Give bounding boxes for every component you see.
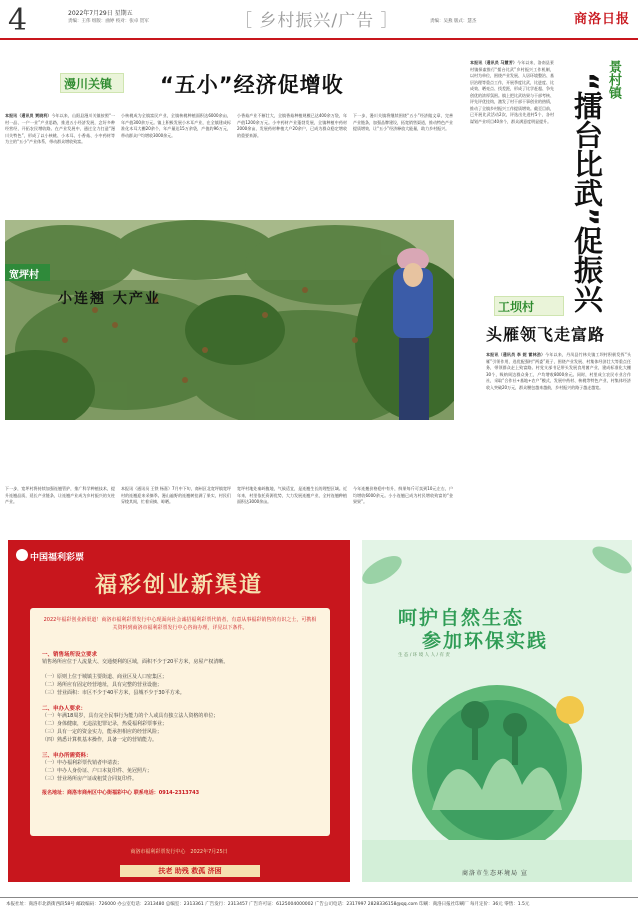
lottery-item: （三）具有一定的资金实力，能承担相应的经营风险； — [42, 729, 163, 735]
right2-kicker: 工坝村 — [498, 300, 535, 314]
lottery-slogan: 扶老 助残 救孤 济困 — [120, 865, 260, 877]
article1-column-3: 小香菇产业不断壮大，全镇香菇种植规模已达400余万袋，年产值1200余万元。小中药材产业蓬勃发展，全镇种植中药材2000余亩，发展药材种植大户20余户，已成为群众稳定增收的重要来源。 — [237, 113, 347, 138]
lottery-intro: 2022年福彩创业新渠道！商洛市福利彩票发行中心现面向社会诚招福利彩票代销者，有意从事福彩销售的有识之士，可携相关资料到商洛市福利彩票发行中心咨询办理，详见以下条件。 — [43, 617, 317, 631]
lottery-item: （四）熟悉计算机基本操作，具备一定的营销能力。 — [42, 737, 158, 743]
lottery-item: （三）营业面积：市区不少于40平方米，县城不少于30平方米。 — [42, 690, 185, 696]
lottery-ad-card — [30, 608, 330, 836]
caption-column-0: 下一步，宽坪村将持续加强连翘管护，推广科学种植技术，提升连翘品质，延长产业链条，让连翘产业成为乡村振兴的支柱产业。 — [5, 486, 115, 504]
right2-headline: 头雁领飞走富路 — [486, 325, 606, 344]
lottery-ad — [8, 540, 350, 882]
lottery-item: （一）年满18周岁，具有完全民事行为能力的个人或具有独立法人资格的单位； — [42, 713, 219, 719]
editors-left: 责编：王伟 组版：曲婷 校对：张卓 贺军 — [68, 19, 149, 24]
caption-column-2: 宽坪村地处秦岭腹地，气候适宜，是连翘生长的理想区域。近年来，村里依托资源优势，大力发展连翘产业，全村连翘种植面积达3000余亩。 — [237, 486, 347, 504]
article1-headline: “五小”经济促增收 — [160, 73, 344, 97]
article1-column-2: 小核桃成为全镇富民产业，全镇核桃种植面积达6000余亩，年产值300余万元。镇上积极发展小木耳产业，在全镇建成标准化木耳大棚20余个，年产量达15万余袋，产值约96万元，带动群众户均增收3000余元。 — [121, 113, 231, 138]
lianqiao-photo — [5, 220, 454, 420]
lottery-signature — [8, 848, 350, 856]
lottery-item: （一）申办福利彩票代销者申请表； — [42, 760, 123, 766]
lottery-section-2: 二、申办人要求： — [42, 706, 87, 712]
lottery-section-1: 一、销售场所设立要求 — [42, 652, 98, 658]
section-title: ［ 乡村振兴/广告 ］ — [235, 11, 399, 31]
lottery-item: 销售场所应位于人流量大、交通便利的区域，面积不少于20平方米，房屋产权清晰。 — [42, 659, 229, 665]
right2-text: 本报讯（通讯员 李 妮 雷林劲）今年以来，丹凤县竹林关镇工坝村积极发挥“头雁”引领作用，选优配强村“两委”班子，围绕产业发展、村集体经济壮大等重点任务，带领群众走上致富路。村党支部书记带头发展食用菌产业，建成标准化大棚30个，吸纳周边群众务工，户均增收8000余元。同时，村里成立农民专业合作社，采取“合作社+基地+农户”模式，发展中药材、核桃等特色产业，村集体经济收入突破20万元，群众腰包越来越鼓，乡村振兴的路子越走越宽。 — [486, 352, 631, 390]
issue-date: 2022年7月29日 星期五 — [68, 10, 133, 17]
right1-byline: 本报讯（通讯员 马慧芳） — [470, 60, 517, 65]
editors-right: 责编：吴燕 版式：慧杰 — [430, 19, 477, 24]
eco-ad-subtitle: 生 态 / 环 境 人 人 / 有 责 — [398, 653, 450, 658]
article1-column-4: 下一步，漫川关镇将继续围绕“五小”经济做文章，完善产业链条，加强品牌建设，拓宽销售渠道，推动特色产业提质增效，让“五小”经济释放大能量，助力乡村振兴。 — [353, 113, 453, 131]
lottery-item: （一）原则上位于城镇主要街道、商业区及人口密集区； — [42, 674, 168, 680]
lottery-ad-title: 福彩创业新渠道 — [94, 572, 263, 598]
lottery-org: 商洛市福利彩票发行中心 — [130, 849, 186, 855]
right1-kicker: 景村镇 — [606, 60, 621, 99]
lottery-date: 2022年7月25日 — [190, 849, 228, 855]
page-header — [0, 0, 638, 40]
lottery-logo-icon — [16, 549, 28, 561]
photo-kicker: 宽坪村 — [5, 264, 50, 281]
lottery-item: （二）申办人身份证、户口本复印件、免冠照片； — [42, 768, 153, 774]
page-number: 4 — [8, 3, 28, 38]
article1-byline: 本报讯（通讯员 贾晓利） — [5, 113, 52, 118]
article1-column-1: 本报讯（通讯员 贾晓利）今年以来，山阳县漫川关镇按照“一村一品、一户一业”产业思路，推进五小经济发展，念好多种经营经，开拓农民增收路。在产业发展中，通过全力打造“漫川关特色”，形成了以小核桃、小木耳、小香菇、小中药材等为主的“五小”产业体系，带动群众增收致富。 — [5, 113, 115, 144]
page-footer: 本报社址：商洛市北新街西段58号 邮政编码：726000 办公室电话：2313480 总编室：2313361 广告发行：2313457 广告许可证：6125004000002 广告公司电话：2317997 2828336158@qq.com 印刷：商洛日报社印刷厂 每月定价：36元 零售：1.5元 — [0, 897, 638, 913]
photo-headline: 小连翘 大产业 — [58, 291, 161, 307]
lottery-item: （二）身体健康，无违法犯罪记录，热爱福利彩票事业； — [42, 721, 168, 727]
eco-ad-org: 商洛市生态环境局 宣 — [462, 870, 528, 877]
eco-ad-title-2: 参加环保实践 — [422, 630, 549, 652]
right1-text: 本报讯（通讯员 马慧芳）今年以来，洛南县景村镇探索推行“擂台比武”乡村振兴工作机制，以村为单位，围绕产业发展、人居环境整治、基层治理等重点工作，开展季度比武，比进度、比成效、晒亮点、找差距，形成了比学赶超、争先创优的浓厚氛围。镇上把比武结果与干部考核、评先评优挂钩，激发了村干部干事创业的热情，推动了全镇乡村振兴工作提质增效。截至目前，已开展比武活动2次，评选出先进村5个，各村谋划产业项目40余个，群众满意度明显提升。 — [470, 60, 554, 124]
lottery-item: （二）场所应有固定经营地址，具有完整的营业设施； — [42, 682, 163, 688]
eco-ad-title-1: 呵护自然生态 — [398, 607, 525, 629]
eco-ad — [362, 540, 632, 882]
right2-byline: 本报讯（通讯员 李 妮 雷林劲） — [486, 352, 546, 357]
right1-headline: “擂台比武”促振兴 — [570, 72, 604, 314]
lottery-logo: 中国福利彩票 — [30, 553, 85, 563]
caption-column-1: 本报讯（通讯员 王铁 杨嘉）7月中下旬，商州区北宽坪镇宽坪村的连翘迎来采摘季。漫山遍野的连翘树挂满了果实，村民们穿梭其间，忙着采摘、晾晒。 — [121, 486, 231, 504]
eco-illustration — [362, 540, 632, 882]
caption-column-3: 今年连翘价格稳中有升，鲜果每斤可卖到10元左右，户均增收6000余元。小小连翘已成为村民增收致富的“金果果”。 — [353, 486, 453, 504]
lottery-item: （三）营业场所房产证或租赁合同复印件。 — [42, 776, 138, 782]
lottery-section-3: 三、申办所需资料： — [42, 753, 92, 759]
lottery-contact: 报名地址：商洛市商州区中心街福彩中心 联系电话：0914-2313743 — [42, 790, 200, 796]
newspaper-logo: 商洛日报 — [573, 12, 630, 27]
article1-kicker: 漫川关镇 — [64, 77, 113, 91]
